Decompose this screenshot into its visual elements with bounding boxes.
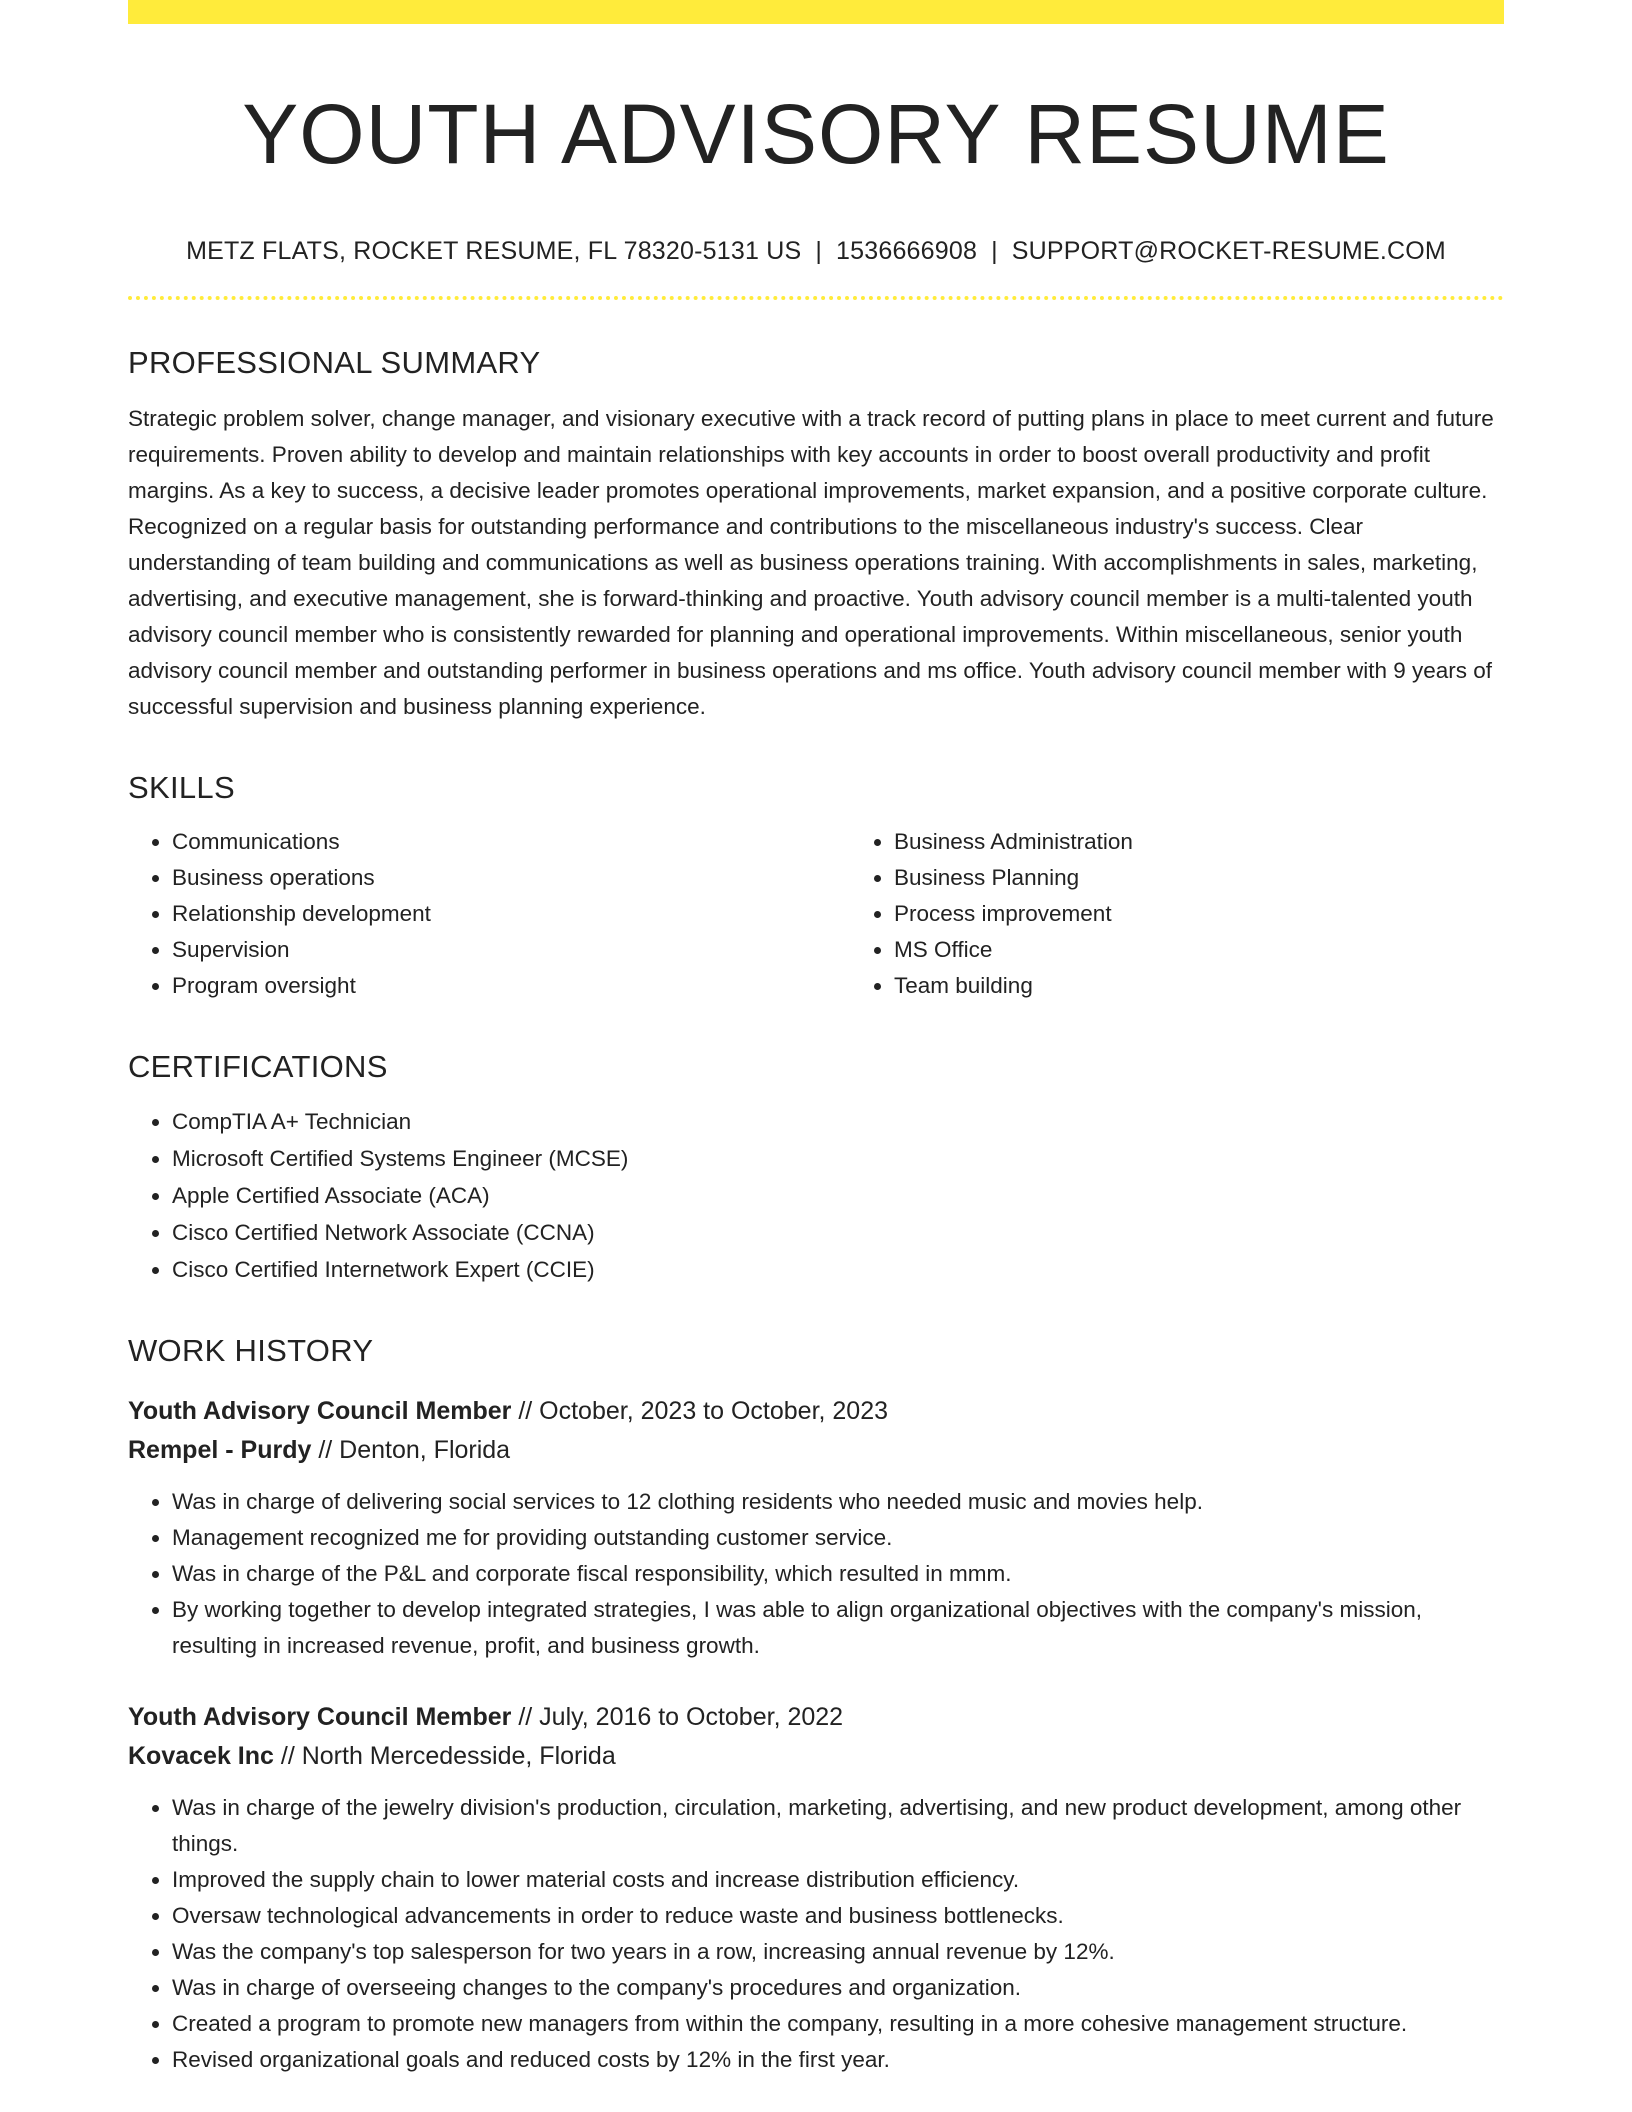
job-bullets [128, 1790, 1504, 2078]
resume-title: YOUTH ADVISORY RESUME [242, 87, 1390, 181]
job-bullet: • Was in charge of overseeing changes to the company's procedures and organization. [172, 1970, 1504, 2006]
certifications-list [128, 1103, 1504, 1288]
skill-item: • MS Office [894, 932, 1572, 968]
contact-separator: | [991, 236, 998, 265]
job-entry [128, 1392, 1504, 1664]
skill-item: • Supervision [172, 932, 850, 968]
job-bullet: • Improved the supply chain to lower material costs and increase distribution efficiency. [172, 1862, 1504, 1898]
skill-item: • Relationship development [172, 896, 850, 932]
job-dates: // October, 2023 to October, 2023 [518, 1396, 889, 1425]
job-company: Rempel - Purdy [128, 1435, 312, 1464]
job-entry [128, 1698, 1504, 2078]
section-title-work-history: WORK HISTORY [128, 1333, 374, 1369]
job-bullet: • Created a program to promote new managers from within the company, resulting in a more cohesive management structure. [172, 2006, 1504, 2042]
section-title-skills: SKILLS [128, 769, 235, 805]
skill-item: • Business Administration [894, 824, 1572, 860]
job-bullet: • Was in charge of the P&L and corporate fiscal responsibility, which resulted in mmm. [172, 1556, 1504, 1592]
job-location: // Denton, Florida [318, 1435, 511, 1464]
accent-top-bar [128, 0, 1504, 24]
skill-item: • Team building [894, 968, 1572, 1004]
job-role-line [128, 1698, 1504, 1737]
section-title-summary: PROFESSIONAL SUMMARY [128, 344, 541, 380]
summary-text: Strategic problem solver, change manager, and visionary executive with a track record of putting plans in place to meet current and future requirements. Proven ability to develop and maintain relationships with key accounts in order to boost overall productivity and profit margins. As a key to success, a decisive leader promotes operational improvements, market expansion, and a positive corporate culture. Recognized on a regular basis for outstanding performance and contributions to the miscellaneous industry's success. Clear understanding of team building and communications as well as business operations training. With accomplishments in sales, marketing, advertising, and executive management, she is forward-thinking and proactive. Youth advisory council member is a multi-talented youth advisory council member who is consistently rewarded for planning and operational improvements. Within miscellaneous, senior youth advisory council member and outstanding performer in business operations and ms office. Youth advisory council member with 9 years of successful supervision and business planning experience. [128, 405, 1494, 719]
skill-item: • Communications [172, 824, 850, 860]
section-title-certifications: CERTIFICATIONS [128, 1049, 388, 1085]
job-bullet: • Management recognized me for providing outstanding customer service. [172, 1520, 1504, 1556]
certification-item: • Microsoft Certified Systems Engineer (MCSE) [172, 1140, 1504, 1177]
skill-item: • Program oversight [172, 968, 850, 1004]
job-bullet: • Oversaw technological advancements in order to reduce waste and business bottlenecks. [172, 1898, 1504, 1934]
skills-list-left [128, 824, 850, 1004]
contact-phone: 1536666908 [836, 236, 978, 265]
skill-item: • Process improvement [894, 896, 1572, 932]
job-dates: // July, 2016 to October, 2022 [518, 1702, 844, 1731]
skills-columns [128, 806, 1504, 1004]
job-company: Kovacek Inc [128, 1741, 274, 1770]
contact-separator: | [815, 236, 823, 265]
certification-item: • Cisco Certified Network Associate (CCNA) [172, 1214, 1504, 1251]
skill-item: • Business Planning [894, 860, 1572, 896]
job-company-line [128, 1737, 1504, 1776]
contact-line [128, 237, 1504, 266]
resume-page [128, 0, 1504, 2078]
job-company-line [128, 1431, 1504, 1470]
job-role-line [128, 1392, 1504, 1431]
job-location: // North Mercedesside, Florida [280, 1741, 616, 1770]
job-bullets [128, 1484, 1504, 1664]
contact-email: SUPPORT@ROCKET-RESUME.COM [1011, 236, 1446, 265]
certification-item: • CompTIA A+ Technician [172, 1103, 1504, 1140]
job-role: Youth Advisory Council Member [128, 1702, 512, 1731]
certification-item: • Apple Certified Associate (ACA) [172, 1177, 1504, 1214]
job-bullet: • Was in charge of delivering social services to 12 clothing residents who needed music and movies help. [172, 1484, 1504, 1520]
contact-address: METZ FLATS, ROCKET RESUME, FL 78320-5131 US [186, 236, 802, 265]
job-bullet: • Was the company's top salesperson for two years in a row, increasing annual revenue by 12%. [172, 1934, 1504, 1970]
skills-list-right [850, 824, 1572, 1004]
certification-item: • Cisco Certified Internetwork Expert (CCIE) [172, 1251, 1504, 1288]
skill-item: • Business operations [172, 860, 850, 896]
dotted-divider [128, 296, 1504, 300]
job-bullet: • Revised organizational goals and reduced costs by 12% in the first year. [172, 2042, 1504, 2078]
job-bullet: • Was in charge of the jewelry division's production, circulation, marketing, advertising, and new product development, among other things. [172, 1790, 1504, 1862]
job-bullet: • By working together to develop integrated strategies, I was able to align organizational objectives with the company's mission, resulting in increased revenue, profit, and business growth. [172, 1592, 1504, 1664]
job-role: Youth Advisory Council Member [128, 1396, 512, 1425]
